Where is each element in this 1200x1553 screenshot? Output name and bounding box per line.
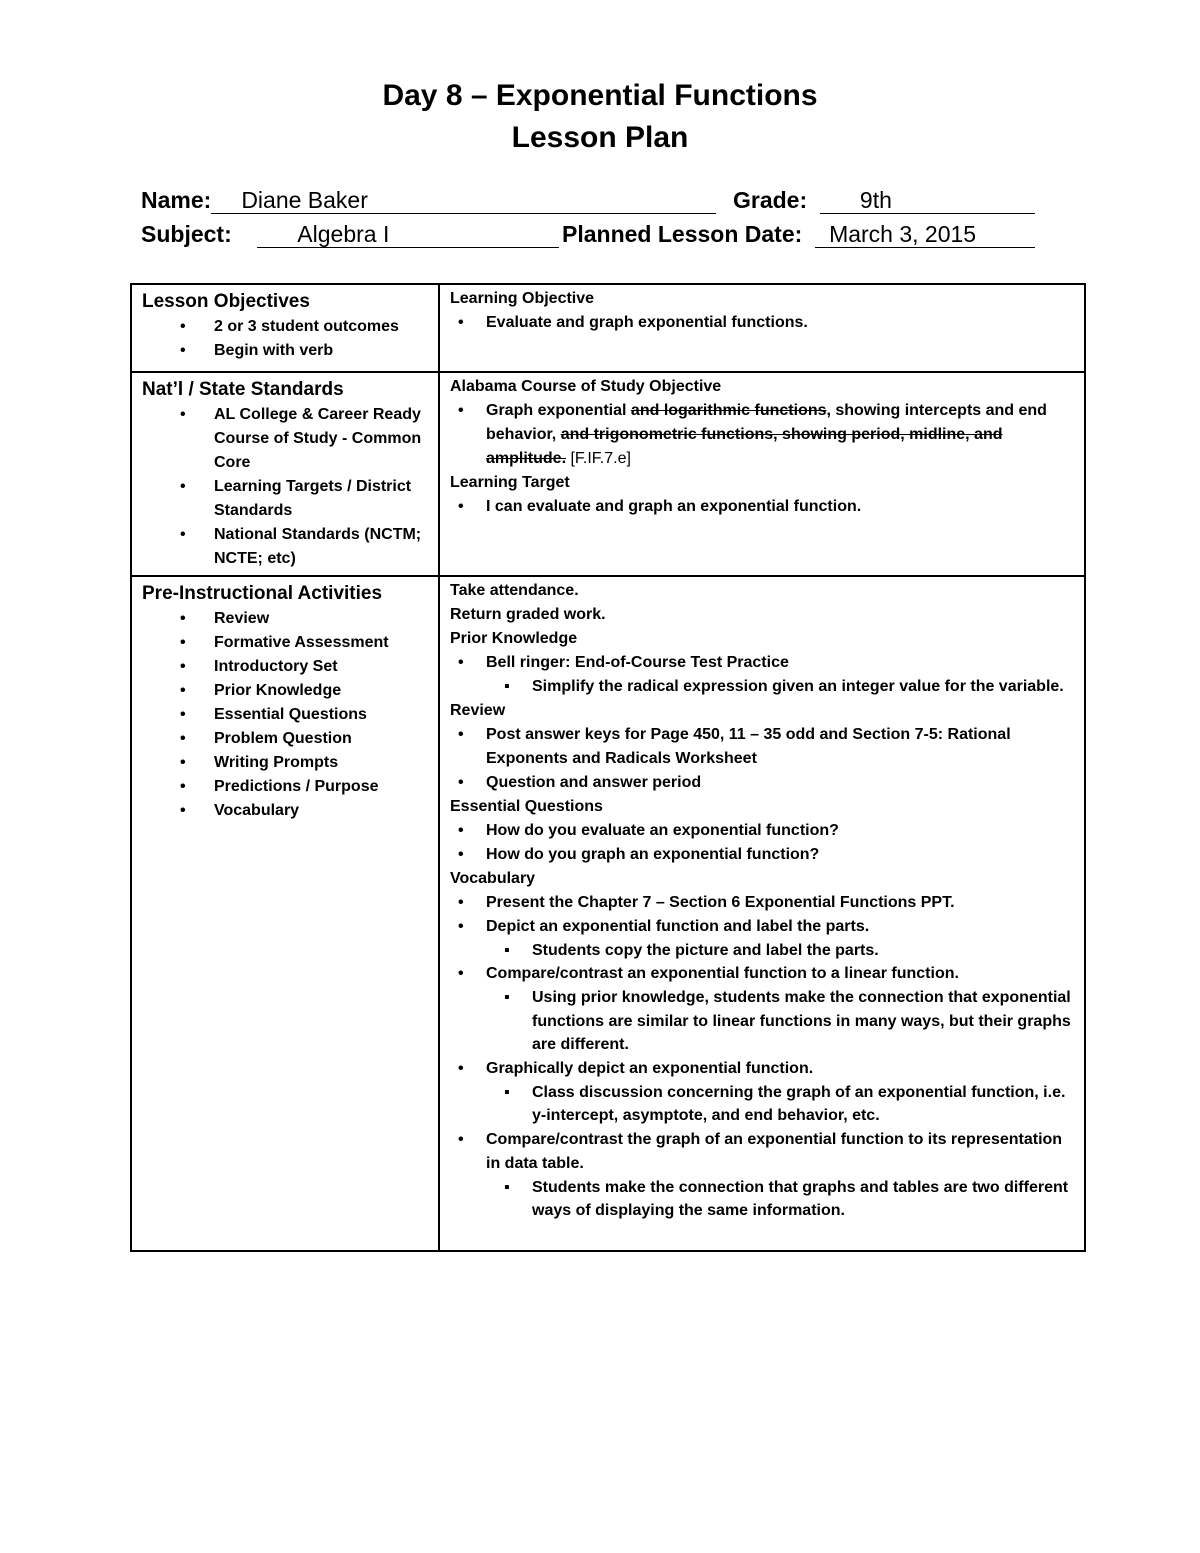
list-item: • 2 or 3 student outcomes xyxy=(142,315,428,339)
list-item: ▪ Using prior knowledge, students make the connection that exponential functions are similar to linear functions in many ways, but their graphs are different. xyxy=(450,986,1074,1057)
objective-struck-text-2: and trigonometric functions, showing period, midline, and amplitude. xyxy=(486,426,1003,467)
date-label: Planned Lesson Date: xyxy=(562,221,803,247)
vocabulary-sublist-b xyxy=(450,986,1074,1057)
list-item: • Problem Question xyxy=(142,727,428,751)
vocabulary-list-a xyxy=(450,891,1074,939)
lesson-objectives-list xyxy=(142,315,428,363)
review-heading: Review xyxy=(450,701,506,719)
list-item: • Begin with verb xyxy=(142,339,428,363)
name-value: Diane Baker xyxy=(211,187,716,214)
lesson-objectives-title: Lesson Objectives xyxy=(142,291,310,312)
review-list xyxy=(450,723,1074,795)
list-item: • Formative Assessment xyxy=(142,631,428,655)
list-item: • Graphically depict an exponential function. xyxy=(450,1057,1074,1081)
standards-cell xyxy=(131,372,439,576)
learning-target-heading: Learning Target xyxy=(450,474,570,491)
vocabulary-list-b xyxy=(450,962,1074,986)
list-item: • Writing Prompts xyxy=(142,751,428,775)
list-item: • I can evaluate and graph an exponential function. xyxy=(450,495,1074,519)
list-item: • Depict an exponential function and label the parts. xyxy=(450,915,1074,939)
list-item: ▪ Students copy the picture and label the parts. xyxy=(450,939,1074,963)
list-item: • Review xyxy=(142,607,428,631)
vocabulary-sublist-a xyxy=(450,939,1074,963)
learning-target-list xyxy=(450,495,1074,519)
list-item: • Introductory Set xyxy=(142,655,428,679)
list-item: • Present the Chapter 7 – Section 6 Exponential Functions PPT. xyxy=(450,891,1074,915)
list-item: • Vocabulary xyxy=(142,799,428,823)
list-item: • Essential Questions xyxy=(142,703,428,727)
row-pre-instructional xyxy=(131,576,1085,1251)
row-lesson-objectives xyxy=(131,284,1085,372)
pre-instructional-cell xyxy=(131,576,439,1251)
course-of-study-list xyxy=(450,399,1074,471)
row-standards xyxy=(131,372,1085,576)
list-item: • How do you evaluate an exponential function? xyxy=(450,819,1074,843)
document-subtitle: Lesson Plan xyxy=(511,121,689,154)
activities-cell xyxy=(439,576,1085,1251)
standards-title: Nat’l / State Standards xyxy=(142,379,344,400)
objective-text-1: Graph exponential xyxy=(486,402,631,419)
standard-code: [F.IF.7.e] xyxy=(566,450,631,467)
list-item: • Bell ringer: End-of-Course Test Practice xyxy=(450,651,1074,675)
vocabulary-heading: Vocabulary xyxy=(450,869,536,887)
pre-instructional-title: Pre-Instructional Activities xyxy=(142,583,383,604)
date-row xyxy=(562,219,1035,249)
list-item: • Question and answer period xyxy=(450,771,1074,795)
attendance-line: Take attendance. xyxy=(450,582,579,599)
standards-list xyxy=(142,403,428,571)
list-item: • Post answer keys for Page 450, 11 – 35 odd and Section 7-5: Rational Exponents and Radicals Worksheet xyxy=(450,723,1074,771)
grade-label: Grade: xyxy=(733,187,808,213)
list-item: • How do you graph an exponential function? xyxy=(450,843,1074,867)
subject-row xyxy=(141,219,559,249)
objective-struck-text-1: and logarithmic functions xyxy=(630,402,827,419)
list-item: • Prior Knowledge xyxy=(142,679,428,703)
document-title: Day 8 – Exponential Functions xyxy=(382,79,818,112)
list-item: ▪ Students make the connection that graphs and tables are two different ways of displaying the same information. xyxy=(450,1176,1074,1223)
vocabulary-sublist-c xyxy=(450,1081,1074,1128)
learning-objective-heading: Learning Objective xyxy=(450,290,595,307)
essential-questions-list xyxy=(450,819,1074,867)
list-item: • Compare/contrast the graph of an exponential function to its representation in data table. xyxy=(450,1128,1074,1176)
vocabulary-list-d xyxy=(450,1128,1074,1176)
grade-row xyxy=(733,185,1035,215)
vocabulary-list-c xyxy=(450,1057,1074,1081)
subject-value: Algebra I xyxy=(257,221,559,248)
list-item: ▪ Simplify the radical expression given an integer value for the variable. xyxy=(450,675,1074,699)
learning-objective-cell xyxy=(439,284,1085,372)
course-objective-item xyxy=(450,399,1074,471)
list-item: • AL College & Career Ready Course of Study - Common Core xyxy=(142,403,428,475)
list-item: • Compare/contrast an exponential function to a linear function. xyxy=(450,962,1074,986)
learning-objective-list xyxy=(450,311,1074,335)
course-of-study-heading: Alabama Course of Study Objective xyxy=(450,378,722,395)
list-item: • Predictions / Purpose xyxy=(142,775,428,799)
name-label: Name: xyxy=(141,187,212,213)
name-row xyxy=(141,185,716,215)
graded-work-line: Return graded work. xyxy=(450,606,606,623)
pre-instructional-list xyxy=(142,607,428,823)
prior-knowledge-heading: Prior Knowledge xyxy=(450,630,578,647)
lesson-objectives-cell xyxy=(131,284,439,372)
list-item: ▪ Class discussion concerning the graph of an exponential function, i.e. y-intercept, asymptote, and end behavior, etc. xyxy=(450,1081,1074,1128)
subject-label: Subject: xyxy=(141,221,232,247)
list-item: • Learning Targets / District Standards xyxy=(142,475,428,523)
grade-value: 9th xyxy=(820,187,1035,214)
lesson-plan-table xyxy=(130,283,1086,1252)
objective-text-2: , showing intercepts and end behavior, xyxy=(486,402,1047,443)
list-item: • Evaluate and graph exponential functions. xyxy=(450,311,1074,335)
course-of-study-cell xyxy=(439,372,1085,576)
essential-questions-heading: Essential Questions xyxy=(450,797,603,815)
list-item: • National Standards (NCTM; NCTE; etc) xyxy=(142,523,428,571)
date-value: March 3, 2015 xyxy=(815,221,1035,248)
prior-knowledge-list xyxy=(450,651,1074,675)
prior-knowledge-sublist xyxy=(450,675,1074,699)
vocabulary-sublist-d xyxy=(450,1176,1074,1223)
